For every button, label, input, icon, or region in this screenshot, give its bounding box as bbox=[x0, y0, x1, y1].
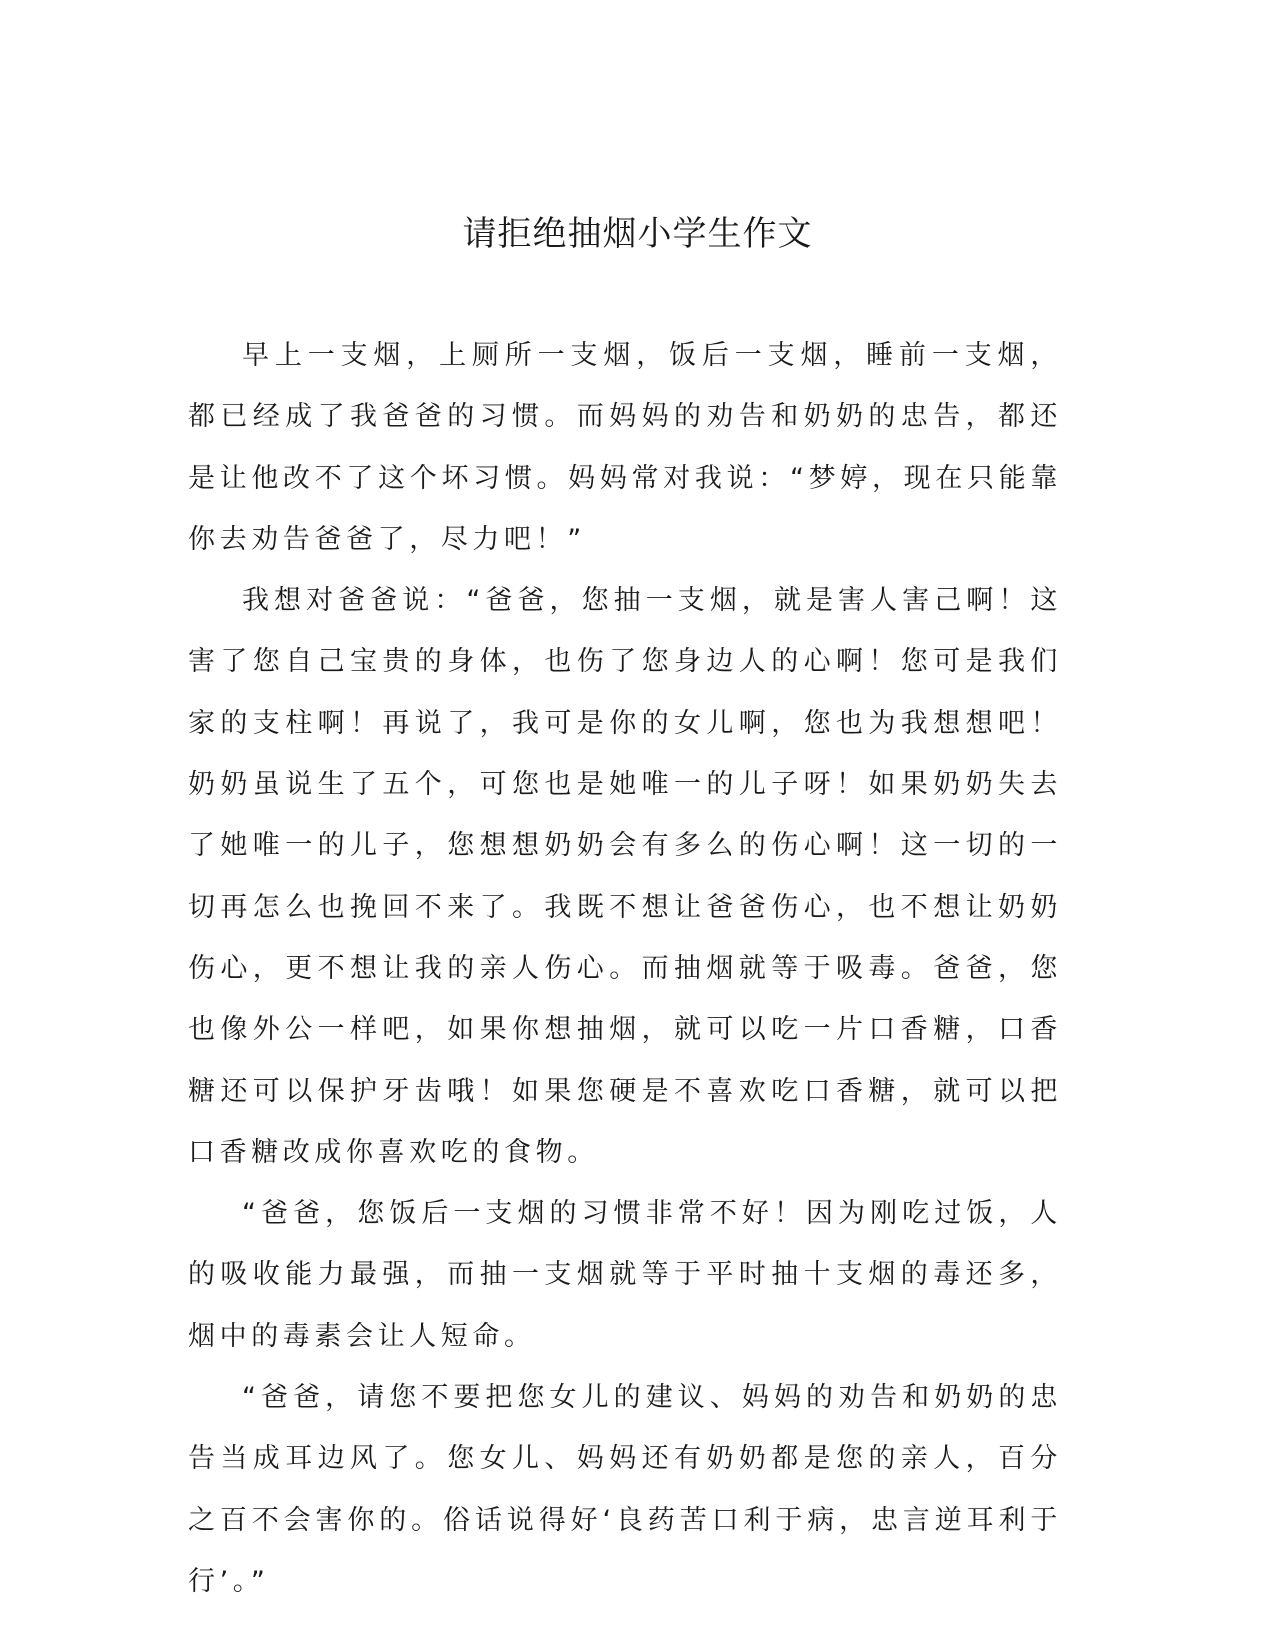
paragraph-2: 我想对爸爸说：“爸爸，您抽一支烟，就是害人害己啊！这害了您自己宝贵的身体，也伤了您身边人的心啊！您可是我们家的支柱啊！再说了，我可是你的女儿啊，您也为我想想吧！奶奶虽说生了五个，可您也是她唯一的儿子呀！如果奶奶失去了她唯一的儿子，您想想奶奶会有多么的伤心啊！这一切的一切再怎么也挽回不来了。我既不想让爸爸伤心，也不想让奶奶伤心，更不想让我的亲人伤心。而抽烟就等于吸毒。爸爸，您也像外公一样吧，如果你想抽烟，就可以吃一片口香糖，口香糖还可以保护牙齿哦！如果您硬是不喜欢吃口香糖，就可以把口香糖改成你喜欢吃的食物。 bbox=[188, 585, 1062, 1168]
document-title: 请拒绝抽烟小学生作文 bbox=[462, 214, 813, 254]
document-body bbox=[188, 325, 1062, 1612]
paragraph-4: “爸爸，请您不要把您女儿的建议、妈妈的劝告和奶奶的忠告当成耳边风了。您女儿、妈妈还有奶奶都是您的亲人，百分之百不会害你的。俗话说得好‘良药苦口利于病，忠言逆耳利于行’。” bbox=[188, 1382, 1062, 1597]
paragraph-1: 早上一支烟，上厕所一支烟，饭后一支烟，睡前一支烟，都已经成了我爸爸的习惯。而妈妈的劝告和奶奶的忠告，都还是让他改不了这个坏习惯。妈妈常对我说：“梦婷，现在只能靠你去劝告爸爸了，尽力吧！” bbox=[188, 340, 1062, 555]
paragraph-3: “爸爸，您饭后一支烟的习惯非常不好！因为刚吃过饭，人的吸收能力最强，而抽一支烟就等于平时抽十支烟的毒还多，烟中的毒素会让人短命。 bbox=[188, 1198, 1062, 1352]
